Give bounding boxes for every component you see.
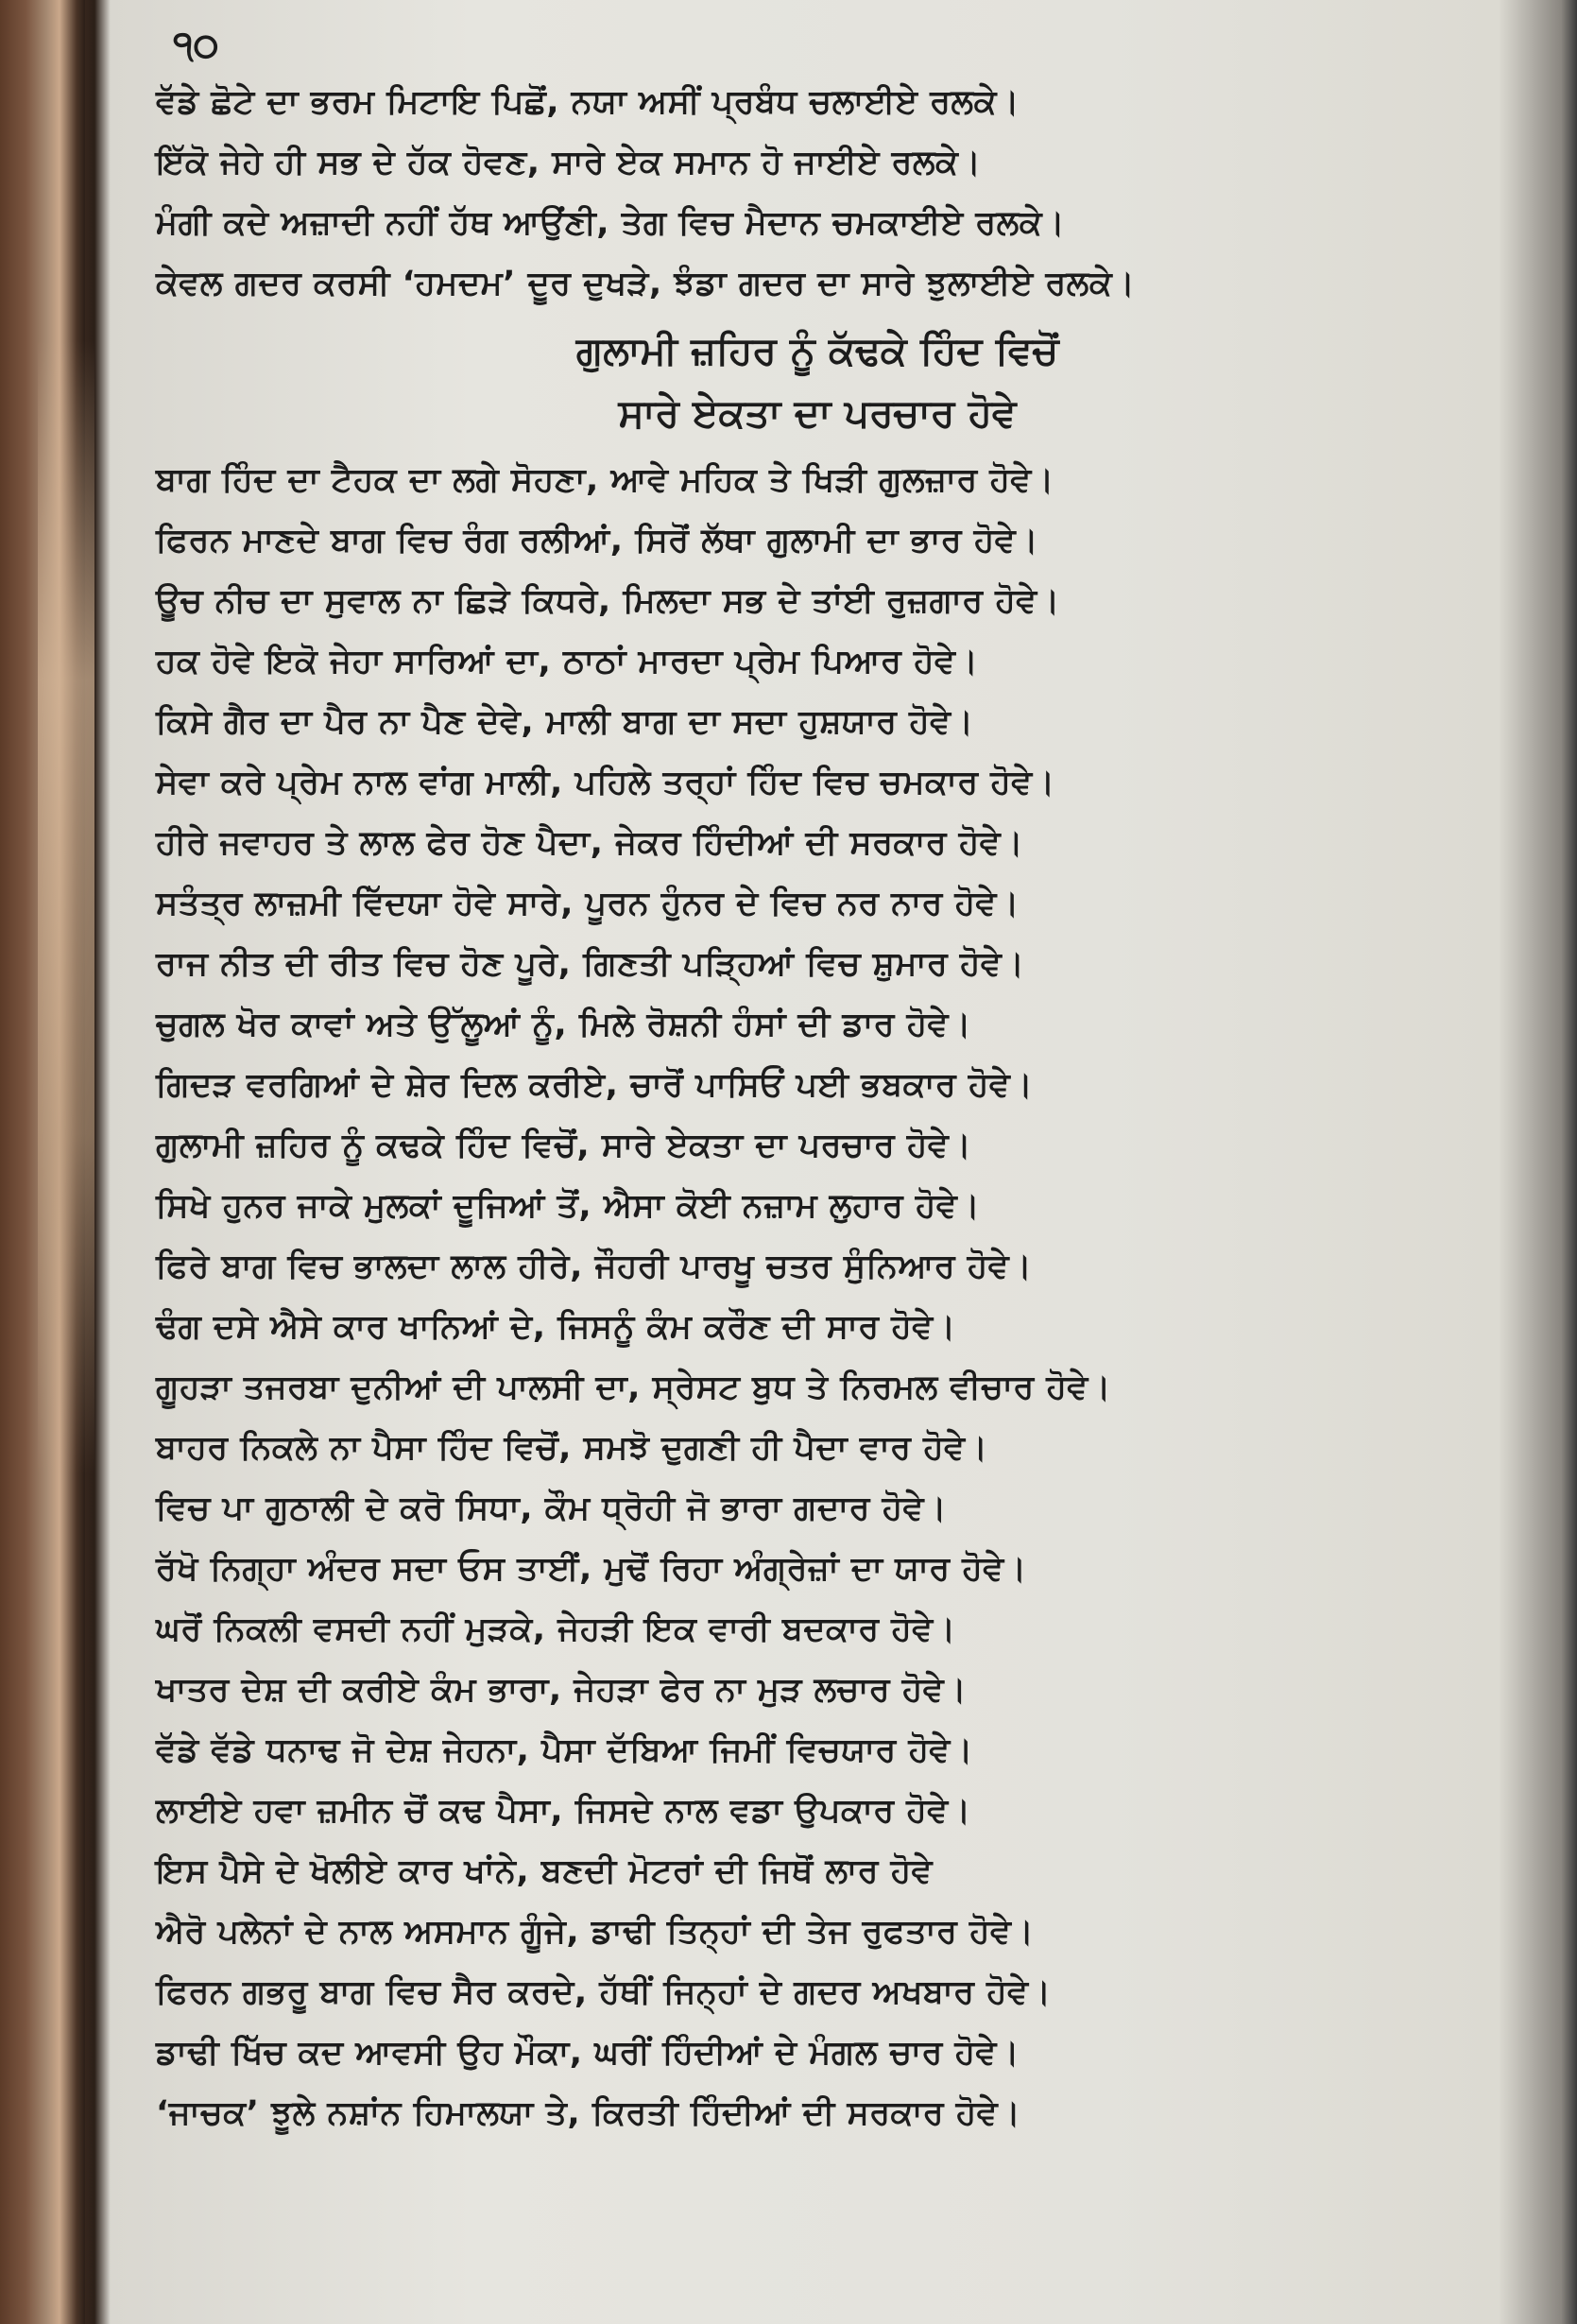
- verse-line: ਹੀਰੇ ਜਵਾਹਰ ਤੇ ਲਾਲ ਫੇਰ ਹੋਣ ਪੈਦਾ, ਜੇਕਰ ਹਿੰਦੀਆਂ ਦੀ ਸਰਕਾਰ ਹੋਵੇ।: [156, 824, 1024, 862]
- verse-line: ਸੇਵਾ ਕਰੇ ਪ੍ਰੇਮ ਨਾਲ ਵਾਂਗ ਮਾਲੀ, ਪਹਿਲੇ ਤਰ੍ਹਾਂ ਹਿੰਦ ਵਿਚ ਚਮਕਾਰ ਹੋਵੇ।: [156, 764, 1055, 801]
- verse-line: ਬਾਹਰ ਨਿਕਲੇ ਨਾ ਪੈਸਾ ਹਿੰਦ ਵਿਚੋਂ, ਸਮਝੋ ਦੁਗਣੀ ਹੀ ਪੈਦਾ ਵਾਰ ਹੋਵੇ।: [156, 1429, 988, 1467]
- verse-line: ਗੁਲਾਮੀ ਜ਼ਹਿਰ ਨੂੰ ਕਢਕੇ ਹਿੰਦ ਵਿਚੋਂ, ਸਾਰੇ ਏਕਤਾ ਦਾ ਪਰਚਾਰ ਹੋਵੇ।: [156, 1127, 972, 1164]
- verse-line: ‘ਜਾਚਕ’ ਝੂਲੇ ਨਸ਼ਾਂਨ ਹਿਮਾਲਯਾ ਤੇ, ਕਿਰਤੀ ਹਿੰਦੀਆਂ ਦੀ ਸਰਕਾਰ ਹੋਵੇ।: [156, 2094, 1021, 2132]
- verse-line: ਘਰੋਂ ਨਿਕਲੀ ਵਸਦੀ ਨਹੀਂ ਮੁੜਕੇ, ਜੇਹੜੀ ਇਕ ਵਾਰੀ ਬਦਕਾਰ ਹੋਵੇ।: [156, 1610, 956, 1648]
- verse-line: ਐਰੋ ਪਲੇਨਾਂ ਦੇ ਨਾਲ ਅਸਮਾਨ ਗੂੰਜੇ, ਡਾਢੀ ਤਿਨ੍ਹਾਂ ਦੀ ਤੇਜ ਰੁਫਤਾਰ ਹੋਵੇ।: [156, 1913, 1035, 1951]
- verse-line: ਖਾਤਰ ਦੇਸ਼ ਦੀ ਕਰੀਏ ਕੰਮ ਭਾਰਾ, ਜੇਹੜਾ ਫੇਰ ਨਾ ਮੁੜ ਲਚਾਰ ਹੋਵੇ।: [156, 1671, 968, 1709]
- verse-line: ਲਾਈਏ ਹਵਾ ਜ਼ਮੀਨ ਚੋਂ ਕਢ ਪੈਸਾ, ਜਿਸਦੇ ਨਾਲ ਵਡਾ ਉਪਕਾਰ ਹੋਵੇ।: [156, 1792, 971, 1830]
- verse-line: ਸਿਖੇ ਹੁਨਰ ਜਾਕੇ ਮੁਲਕਾਂ ਦੂਜਿਆਂ ਤੋਂ, ਐਸਾ ਕੋਈ ਨਜ਼ਾਮ ਲੁਹਾਰ ਹੋਵੇ।: [156, 1187, 981, 1225]
- top-stanza: [156, 72, 1460, 314]
- verse-line: ਫਿਰਨ ਮਾਣਦੇ ਬਾਗ ਵਿਚ ਰੰਗ ਰਲੀਆਂ, ਸਿਰੋਂ ਲੱਥਾ ਗੁਲਾਮੀ ਦਾ ਭਾਰ ਹੋਵੇ।: [156, 522, 1039, 559]
- verse-line: ਮੰਗੀ ਕਦੇ ਅਜ਼ਾਦੀ ਨਹੀਂ ਹੱਥ ਆਉਂਣੀ, ਤੇਗ ਵਿਚ ਮੈਦਾਨ ਚਮਕਾਈਏ ਰਲਕੇ।: [156, 204, 1066, 242]
- verse-line: ਕੇਵਲ ਗਦਰ ਕਰਸੀ ‘ਹਮਦਮ’ ਦੂਰ ਦੁਖੜੇ, ਝੰਡਾ ਗਦਰ ਦਾ ਸਾਰੇ ਝੁਲਾਈਏ ਰਲਕੇ।: [156, 265, 1136, 302]
- heading-line-2: ਸਾਰੇ ਏਕਤਾ ਦਾ ਪਰਚਾਰ ਹੋਵੇ: [618, 390, 1017, 436]
- verse-line: ਇਸ ਪੈਸੇ ਦੇ ਖੋਲੀਏ ਕਾਰ ਖਾਂਨੇ, ਬਣਦੀ ਮੋਟਰਾਂ ਦੀ ਜਿਥੋਂ ਲਾਰ ਹੋਵੇ: [156, 1852, 934, 1890]
- verse-line: ਗੂਹੜਾ ਤਜਰਬਾ ਦੁਨੀਆਂ ਦੀ ਪਾਲਸੀ ਦਾ, ਸ੍ਰੇਸਟ ਬੁਧ ਤੇ ਨਿਰਮਲ ਵੀਚਾਰ ਹੋਵੇ।: [156, 1369, 1111, 1406]
- verse-line: ਚੁਗਲ ਖੋਰ ਕਾਵਾਂ ਅਤੇ ਉੱਲੂਆਂ ਨੂੰ, ਮਿਲੇ ਰੋਸ਼ਨੀ ਹੰਸਾਂ ਦੀ ਡਾਰ ਹੋਵੇ।: [156, 1006, 972, 1043]
- verse-line: ਬਾਗ ਹਿੰਦ ਦਾ ਟੈਹਕ ਦਾ ਲਗੇ ਸੋਹਣਾ, ਆਵੇ ਮਹਿਕ ਤੇ ਖਿੜੀ ਗੁਲਜ਼ਾਰ ਹੋਵੇ।: [156, 461, 1054, 499]
- verse-line: ਗਿਦੜ ਵਰਗਿਆਂ ਦੇ ਸ਼ੇਰ ਦਿਲ ਕਰੀਏ, ਚਾਰੋਂ ਪਾਸਿਓਂ ਪਈ ਭਬਕਾਰ ਹੋਵੇ।: [156, 1066, 1034, 1104]
- verse-line: ਇੱਕੋ ਜੇਹੇ ਹੀ ਸਭ ਦੇ ਹੱਕ ਹੋਵਣ, ਸਾਰੇ ਏਕ ਸਮਾਨ ਹੋ ਜਾਈਏ ਰਲਕੇ।: [156, 144, 982, 181]
- verse-line: ਵੱਡੇ ਛੋਟੇ ਦਾ ਭਰਮ ਮਿਟਾਇ ਪਿਛੋਂ, ਨਯਾ ਅਸੀਂ ਪ੍ਰਬੰਧ ਚਲਾਈਏ ਰਲਕੇ।: [156, 83, 1020, 121]
- verse-line: ਕਿਸੇ ਗੈਰ ਦਾ ਪੈਰ ਨਾ ਪੈਣ ਦੇਵੇ, ਮਾਲੀ ਬਾਗ ਦਾ ਸਦਾ ਹੁਸ਼ਯਾਰ ਹੋਵੇ।: [156, 703, 974, 741]
- page-content: [156, 19, 1460, 2143]
- page-number: ੧੦: [173, 24, 219, 67]
- verse-line: ਹਕ ਹੋਵੇ ਇਕੋ ਜੇਹਾ ਸਾਰਿਆਂ ਦਾ, ਠਾਠਾਂ ਮਾਰਦਾ ਪ੍ਰੇਮ ਪਿਆਰ ਹੋਵੇ।: [156, 643, 979, 680]
- verse-line: ਫਿਰੇ ਬਾਗ ਵਿਚ ਭਾਲਦਾ ਲਾਲ ਹੀਰੇ, ਜੌਹਰੀ ਪਾਰਖੂ ਚਤਰ ਸੁੰਨਿਆਰ ਹੋਵੇ।: [156, 1248, 1033, 1285]
- verse-line: ਵੱਡੇ ਵੱਡੇ ਧਨਾਢ ਜੋ ਦੇਸ਼ ਜੇਹਨਾ, ਪੈਸਾ ਦੱਬਿਆ ਜਿਮੀਂ ਵਿਚਯਾਰ ਹੋਵੇ।: [156, 1731, 973, 1769]
- verse-line: ਸਤੰਤ੍ਰ ਲਾਜ਼ਮੀ ਵਿੱਦਯਾ ਹੋਵੇ ਸਾਰੇ, ਪੂਰਨ ਹੁੰਨਰ ਦੇ ਵਿਚ ਨਰ ਨਾਰ ਹੋਵੇ।: [156, 885, 1020, 922]
- verse-line: ਵਿਚ ਪਾ ਗੁਠਾਲੀ ਦੇ ਕਰੋ ਸਿਧਾ, ਕੌਮ ਧ੍ਰੋਹੀ ਜੋ ਭਾਰਾ ਗਦਾਰ ਹੋਵੇ।: [156, 1489, 948, 1527]
- paper-stain: [38, 340, 94, 1474]
- verse-line: ਫਿਰਨ ਗਭਰੂ ਬਾਗ ਵਿਚ ਸੈਰ ਕਰਦੇ, ਹੱਥੀਂ ਜਿਨ੍ਹਾਂ ਦੇ ਗਦਰ ਅਖਬਾਰ ਹੋਵੇ।: [156, 1973, 1052, 2011]
- verse-line: ਢੰਗ ਦਸੇ ਐਸੇ ਕਾਰ ਖਾਨਿਆਂ ਦੇ, ਜਿਸਨੂੰ ਕੰਮ ਕਰੌਣ ਦੀ ਸਾਰ ਹੋਵੇ।: [156, 1308, 956, 1346]
- verse-line: ਰੱਖੋ ਨਿਗ੍ਹਾ ਅੰਦਰ ਸਦਾ ਓਸ ਤਾਈਂ, ਮੁਢੋਂ ਰਿਹਾ ਅੰਗ੍ਰੇਜ਼ਾਂ ਦਾ ਯਾਰ ਹੋਵੇ।: [156, 1550, 1027, 1588]
- poem-heading: [156, 319, 1460, 444]
- verse-line: ਊਚ ਨੀਚ ਦਾ ਸੁਵਾਲ ਨਾ ਛਿੜੇ ਕਿਧਰੇ, ਮਿਲਦਾ ਸਭ ਦੇ ਤਾਂਈ ਰੁਜ਼ਗਾਰ ਹੋਵੇ।: [156, 582, 1060, 620]
- poem-body: [156, 450, 1460, 2143]
- verse-line: ਡਾਢੀ ਖਿੱਚ ਕਦ ਆਵਸੀ ਉਹ ਮੌਕਾ, ਘਰੀਂ ਹਿੰਦੀਆਂ ਦੇ ਮੰਗਲ ਚਾਰ ਹੋਵੇ।: [156, 2034, 1020, 2072]
- verse-line: ਰਾਜ ਨੀਤ ਦੀ ਰੀਤ ਵਿਚ ਹੋਣ ਪੂਰੇ, ਗਿਣਤੀ ਪੜ੍ਹਿਆਂ ਵਿਚ ਸ਼ੁਮਾਰ ਹੋਵੇ।: [156, 945, 1025, 983]
- heading-line-1: ਗੁਲਾਮੀ ਜ਼ਹਿਰ ਨੂੰ ਕੱਢਕੇ ਹਿੰਦ ਵਿਚੋਂ: [575, 328, 1059, 373]
